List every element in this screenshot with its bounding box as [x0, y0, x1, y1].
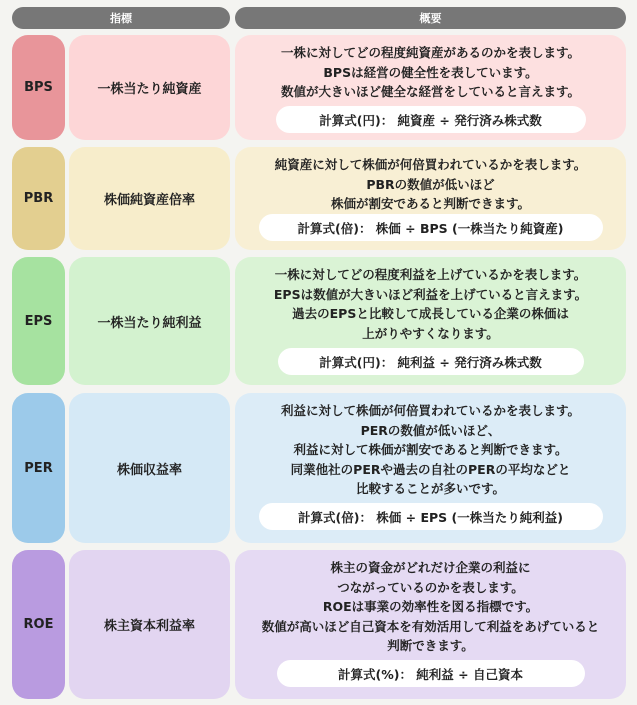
- description-line: 比較することが多いです。: [355, 481, 505, 496]
- name-cell: 株主資本利益率: [69, 550, 230, 699]
- row-bps: [12, 35, 626, 140]
- code-cell: EPS: [12, 257, 65, 385]
- row-roe: [12, 550, 626, 699]
- description-line: BPSは経営の健全性を表しています。: [323, 64, 538, 80]
- description-line: 数値が高いほど自己資本を有効活用して利益をあげていると: [261, 618, 600, 634]
- formula-pill: 計算式(倍)： 株価 ÷ BPS (一株当たり純資産): [259, 214, 603, 241]
- formula-pill: 計算式(円)： 純利益 ÷ 発行済み株式数: [278, 348, 584, 375]
- description-line: 一株に対してどの程度純資産があるのかを表します。: [280, 45, 580, 60]
- description-text: [235, 558, 626, 656]
- name-cell: 株価純資産倍率: [69, 147, 230, 250]
- header-indicator: 指標: [12, 7, 230, 29]
- description-text: [235, 401, 626, 499]
- description-line: 過去のEPSと比較して成長している企業の株価は: [292, 306, 569, 321]
- name-cell: 一株当たり純利益: [69, 257, 230, 385]
- description-cell: [235, 550, 626, 699]
- code-cell: PBR: [12, 147, 65, 250]
- description-cell: [235, 147, 626, 250]
- description-cell: [235, 35, 626, 140]
- description-text: [235, 155, 626, 214]
- code-cell: BPS: [12, 35, 65, 140]
- code-cell: ROE: [12, 550, 65, 699]
- formula-pill: 計算式(%)： 純利益 ÷ 自己資本: [277, 660, 585, 687]
- description-line: PERの数値が低いほど、: [360, 422, 501, 438]
- description-line: つながっているのかを表します。: [337, 579, 524, 595]
- description-line: ROEは事業の効率性を図る指標です。: [322, 599, 539, 614]
- row-eps: [12, 257, 626, 385]
- description-line: 同業他社のPERや過去の自社のPERの平均などと: [290, 461, 571, 477]
- description-line: 株価が割安であると判断できます。: [330, 196, 530, 211]
- description-line: 数値が大きいほど健全な経営をしていると言えます。: [280, 84, 580, 99]
- name-cell: 株価収益率: [69, 393, 230, 543]
- description-line: 利益に対して株価が割安であると判断できます。: [293, 442, 568, 457]
- description-line: PBRの数値が低いほど: [366, 176, 495, 192]
- formula-pill: 計算式(円)： 純資産 ÷ 発行済み株式数: [276, 106, 586, 133]
- description-cell: [235, 393, 626, 543]
- description-text: [235, 43, 626, 102]
- row-pbr: [12, 147, 626, 250]
- description-text: [235, 265, 626, 343]
- description-line: 判断できます。: [387, 638, 474, 653]
- name-cell: 一株当たり純資産: [69, 35, 230, 140]
- description-line: 上がりやすくなります。: [362, 325, 499, 341]
- header-overview: 概要: [235, 7, 626, 29]
- description-cell: [235, 257, 626, 385]
- description-line: 一株に対してどの程度利益を上げているかを表します。: [274, 267, 587, 282]
- description-line: 利益に対して株価が何倍買われているかを表します。: [280, 403, 580, 418]
- row-per: [12, 393, 626, 543]
- formula-pill: 計算式(倍)： 株価 ÷ EPS (一株当たり純利益): [259, 503, 603, 530]
- description-line: 株主の資金がどれだけ企業の利益に: [330, 560, 531, 575]
- code-cell: PER: [12, 393, 65, 543]
- description-line: EPSは数値が大きいほど利益を上げていると言えます。: [273, 286, 588, 302]
- description-line: 純資産に対して株価が何倍買われているかを表します。: [274, 157, 587, 172]
